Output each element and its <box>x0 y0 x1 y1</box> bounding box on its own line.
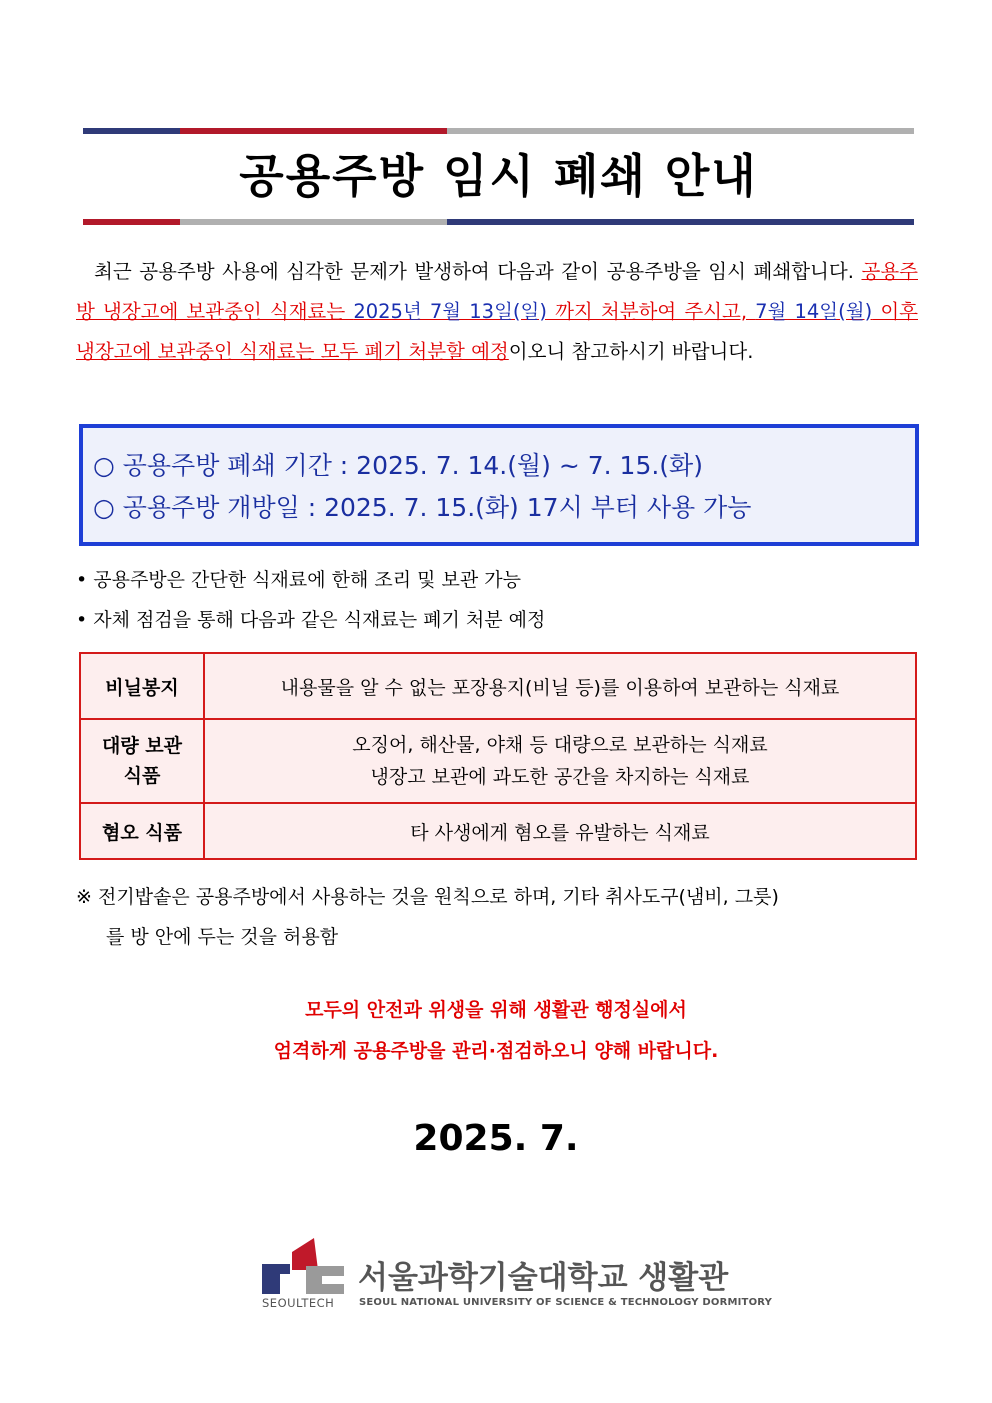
bullet-list <box>76 562 916 642</box>
intro-paragraph <box>76 252 918 372</box>
intro-text-2: 공용주방 냉장고에 보관중인 식재료는 <box>76 260 918 323</box>
title-bottom-rule <box>83 219 914 225</box>
note-line: ※ 전기밥솥은 공용주방에서 사용하는 것을 원칙으로 하며, 기타 취사도구(냄비, 그릇) <box>76 886 779 908</box>
notice-date: 2025. 7. <box>413 1118 579 1159</box>
page-title: 공용주방 임시 폐쇄 안내 <box>239 149 758 203</box>
logo-english-name: SEOUL NATIONAL UNIVERSITY OF SCIENCE & TECHNOLOGY DORMITORY <box>359 1297 773 1308</box>
row-description-line: 냉장고 보관에 과도한 공간을 차지하는 식재료 <box>370 766 750 788</box>
row-label-line: 대량 보관 <box>101 735 183 757</box>
disposal-items-table <box>79 652 917 860</box>
bullet-item: • 자체 점검을 통해 다음과 같은 식재료는 폐기 처분 예정 <box>76 609 546 631</box>
row-label-line: 식품 <box>123 765 161 787</box>
intro-text-7: 이오니 참고하시기 바랍니다. <box>508 340 754 363</box>
row-label <box>80 719 204 803</box>
closure-period-box <box>79 424 919 546</box>
logo-abbreviation: SEOULTECH <box>262 1296 335 1310</box>
table-row <box>80 803 916 859</box>
row-label: 혐오 식품 <box>80 803 204 859</box>
table-row <box>80 719 916 803</box>
bullet-item: • 공용주방은 간단한 식재료에 한해 조리 및 보관 가능 <box>76 569 521 591</box>
row-label: 비닐봉지 <box>80 653 204 719</box>
intro-text-6: 이후 냉장고에 보관중인 식재료는 모두 폐기 처분할 예정 <box>76 300 918 363</box>
intro-deadline-date: 2025년 7월 13일(일) <box>353 300 547 323</box>
intro-text-4: 까지 처분하여 주시고, <box>546 300 756 323</box>
intro-text-1: 최근 공용주방 사용에 심각한 문제가 발생하여 다음과 같이 공용주방을 임시 폐쇄합니다. <box>94 260 862 283</box>
row-description <box>204 719 916 803</box>
title-block <box>83 128 914 225</box>
reopen-date-line: ○ 공용주방 개방일 : 2025. 7. 15.(화) 17시 부터 사용 가능 <box>93 493 752 522</box>
row-description-line: 오징어, 해산물, 야채 등 대량으로 보관하는 식재료 <box>352 734 768 756</box>
note-line: 를 방 안에 두는 것을 허용함 <box>106 926 339 948</box>
row-description: 내용물을 알 수 없는 포장용지(비닐 등)를 이용하여 보관하는 식재료 <box>204 653 916 719</box>
logo-korean-name: 서울과학기술대학교 생활관 <box>358 1260 729 1296</box>
intro-disposal-date: 7월 14일(월) <box>755 300 873 323</box>
rice-cooker-note <box>76 877 918 957</box>
closing-line: 모두의 안전과 위생을 위해 생활관 행정실에서 <box>305 999 687 1021</box>
table-row <box>80 653 916 719</box>
title-top-rule <box>83 128 914 134</box>
row-description: 타 사생에게 혐오를 유발하는 식재료 <box>204 803 916 859</box>
closure-period-line: ○ 공용주방 폐쇄 기간 : 2025. 7. 14.(월) ~ 7. 15.(화) <box>93 451 703 480</box>
closing-line: 엄격하게 공용주방을 관리·점검하오니 양해 바랍니다. <box>273 1040 719 1062</box>
seoultech-logo-icon <box>262 1238 346 1298</box>
